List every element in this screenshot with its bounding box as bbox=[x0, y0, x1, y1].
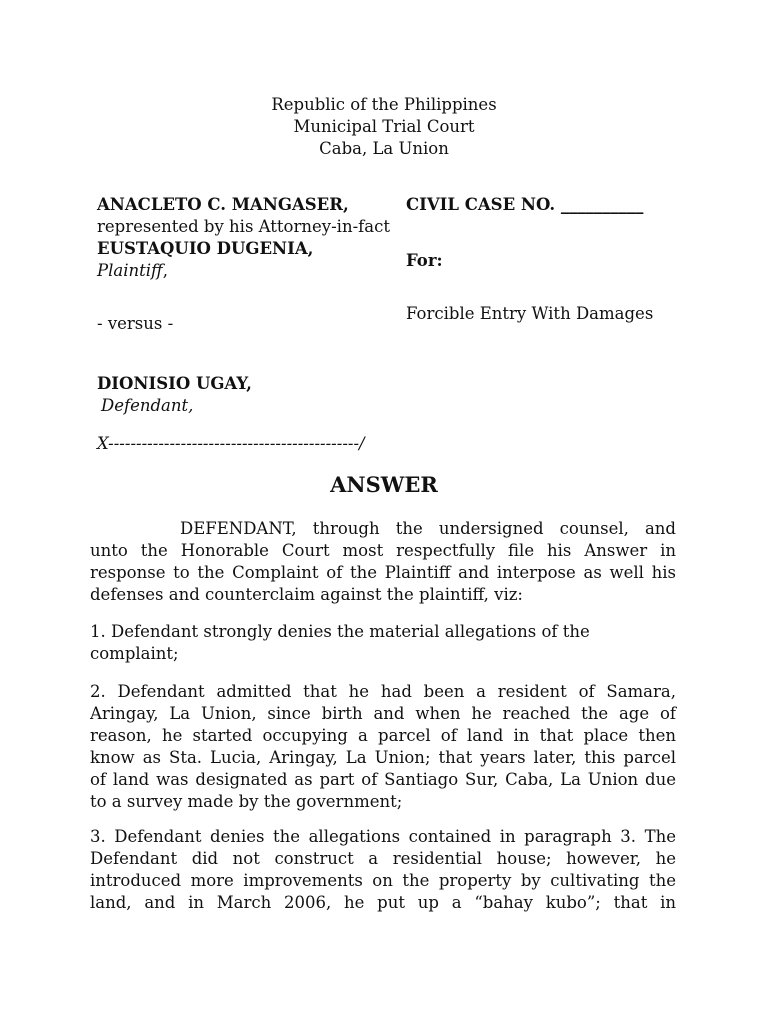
defendant-name: DIONISIO UGAY, bbox=[97, 374, 252, 393]
case-caption-details bbox=[406, 194, 726, 216]
case-nature: Forcible Entry With Damages bbox=[406, 304, 654, 323]
plaintiff-name: ANACLETO C. MANGASER, bbox=[97, 195, 349, 214]
paragraph-line: 2. Defendant admitted that he had been a resident of Samara, bbox=[90, 682, 676, 701]
court-header bbox=[0, 94, 768, 160]
paragraph-line: know as Sta. Lucia, Aringay, La Union; that years later, this parcel bbox=[90, 748, 676, 767]
paragraph-2 bbox=[90, 681, 676, 813]
paragraph-line: Defendant did not construct a residential house; however, he bbox=[90, 849, 676, 868]
intro-paragraph bbox=[90, 518, 676, 606]
paragraph-line: defenses and counterclaim against the plaintiff, viz: bbox=[90, 585, 523, 604]
paragraph-line: to a survey made by the government; bbox=[90, 792, 403, 811]
attorney-in-fact-name: EUSTAQUIO DUGENIA, bbox=[97, 239, 314, 258]
paragraph-line: reason, he started occupying a parcel of land in that place then bbox=[90, 726, 676, 745]
paragraph-1 bbox=[90, 621, 676, 665]
defendant-designation: Defendant, bbox=[101, 396, 194, 415]
represented-by: represented by his Attorney-in-fact bbox=[97, 217, 390, 236]
paragraph-line: Aringay, La Union, since birth and when he reached the age of bbox=[90, 704, 676, 723]
paragraph-line: complaint; bbox=[90, 644, 179, 663]
civil-case-number: CIVIL CASE NO. __________ bbox=[406, 195, 644, 214]
case-caption-parties bbox=[97, 194, 407, 282]
for-label: For: bbox=[406, 251, 443, 270]
paragraph-3 bbox=[90, 826, 676, 914]
paragraph-line: response to the Complaint of the Plaintiff and interpose as well his bbox=[90, 563, 676, 582]
header-location: Caba, La Union bbox=[319, 139, 449, 158]
header-republic: Republic of the Philippines bbox=[271, 95, 497, 114]
paragraph-line: introduced more improvements on the property by cultivating the bbox=[90, 871, 676, 890]
caption-closing-line: X---------------------------------------------/ bbox=[97, 434, 365, 453]
paragraph-line: 3. Defendant denies the allegations contained in paragraph 3. The bbox=[90, 827, 676, 846]
paragraph-line: 1. Defendant strongly denies the material allegations of the bbox=[90, 622, 590, 641]
paragraph-line: unto the Honorable Court most respectfully file his Answer in bbox=[90, 541, 676, 560]
plaintiff-designation: Plaintiff, bbox=[97, 261, 168, 280]
paragraph-line: DEFENDANT, through the undersigned counsel, and bbox=[180, 519, 676, 538]
document-title: ANSWER bbox=[330, 472, 438, 497]
paragraph-line: of land was designated as part of Santiago Sur, Caba, La Union due bbox=[90, 770, 676, 789]
versus-label: - versus - bbox=[97, 314, 174, 333]
header-court: Municipal Trial Court bbox=[293, 117, 475, 136]
paragraph-line: land, and in March 2006, he put up a “bahay kubo”; that in bbox=[90, 893, 676, 912]
